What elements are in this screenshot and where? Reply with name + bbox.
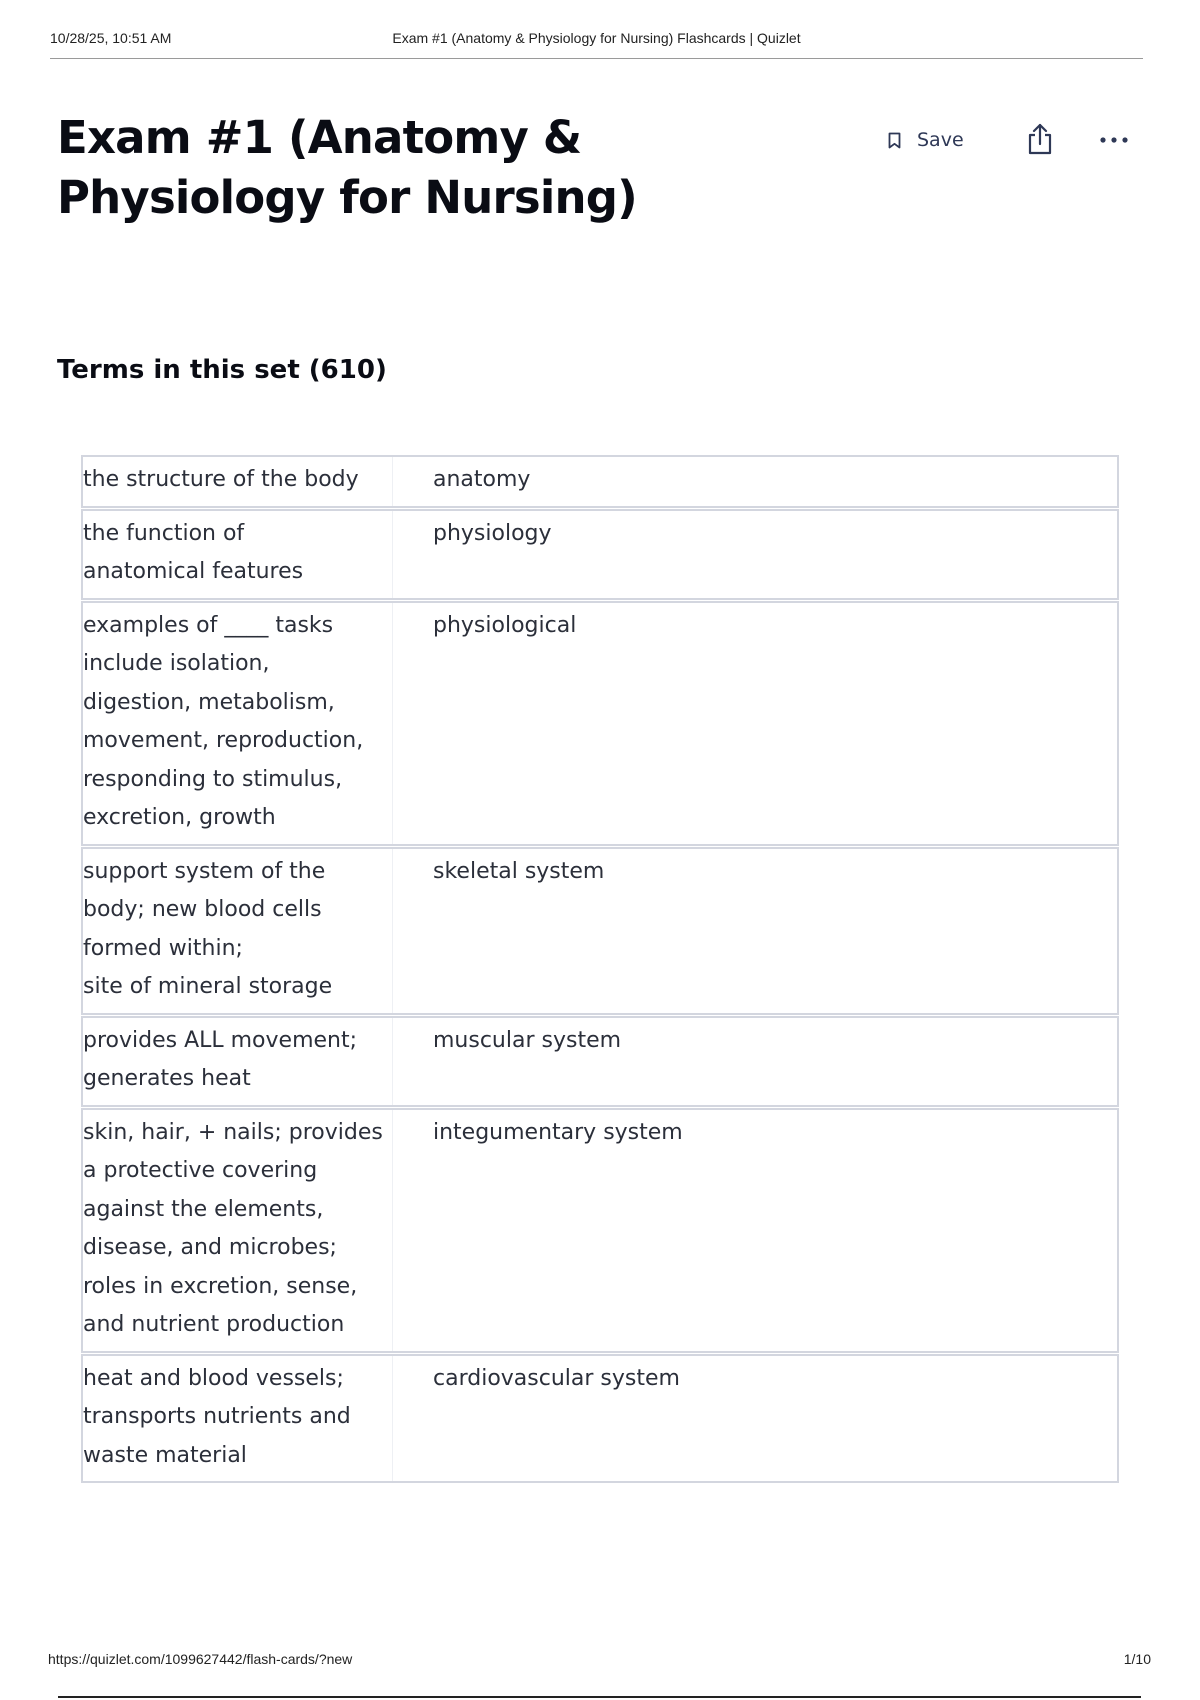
- share-icon: [1025, 141, 1055, 160]
- term-definition: muscular system: [433, 1027, 622, 1053]
- term-text: examples of ____ tasks include isolation, digestion, metabolism, movement, reproduction, responding to stimulus, excretion, growth: [83, 603, 393, 844]
- term-text: support system of the body; new blood cells formed within; site of mineral storage: [83, 849, 393, 1013]
- print-footer: [48, 1646, 1151, 1698]
- print-url: https://quizlet.com/1099627442/flash-cards/?new: [48, 1651, 353, 1667]
- footer-divider: [58, 1696, 1141, 1698]
- more-options-icon: [1097, 139, 1131, 158]
- share-button[interactable]: [1025, 122, 1055, 156]
- term-text: the structure of the body: [83, 457, 393, 506]
- term-text: the function of anatomical features: [83, 511, 393, 598]
- term-definition: skeletal system: [433, 858, 605, 884]
- print-datetime: 10/28/25, 10:51 AM: [50, 30, 172, 46]
- term-definition: integumentary system: [433, 1119, 683, 1145]
- save-button[interactable]: [888, 120, 964, 160]
- term-row: [81, 1016, 1119, 1107]
- term-row: [81, 509, 1119, 600]
- terms-table: [81, 455, 1119, 1484]
- term-row: [81, 1108, 1119, 1353]
- term-definition: cardiovascular system: [433, 1365, 680, 1391]
- save-button-label: Save: [917, 129, 964, 151]
- term-text: heat and blood vessels; transports nutrients and waste material: [83, 1356, 393, 1482]
- term-row: [81, 601, 1119, 846]
- more-options-button[interactable]: [1097, 126, 1131, 154]
- terms-section-heading: Terms in this set (610): [57, 355, 387, 385]
- term-text: skin, hair, + nails; provides a protective covering against the elements, disease, and microbes; roles in excretion, sense, and nutrient production: [83, 1110, 393, 1351]
- term-row: [81, 455, 1119, 508]
- term-text: provides ALL movement; generates heat: [83, 1018, 393, 1105]
- bookmark-icon: [888, 132, 901, 149]
- print-document-title: Exam #1 (Anatomy & Physiology for Nursing) Flashcards | Quizlet: [392, 30, 801, 46]
- print-header: [50, 28, 1143, 59]
- print-page-number: 1/10: [1123, 1651, 1151, 1667]
- page-title: Exam #1 (Anatomy & Physiology for Nursing): [57, 111, 637, 224]
- term-row: [81, 1354, 1119, 1484]
- term-definition: physiology: [433, 520, 552, 546]
- term-definition: anatomy: [433, 467, 531, 492]
- term-definition: physiological: [433, 612, 577, 638]
- term-row: [81, 847, 1119, 1015]
